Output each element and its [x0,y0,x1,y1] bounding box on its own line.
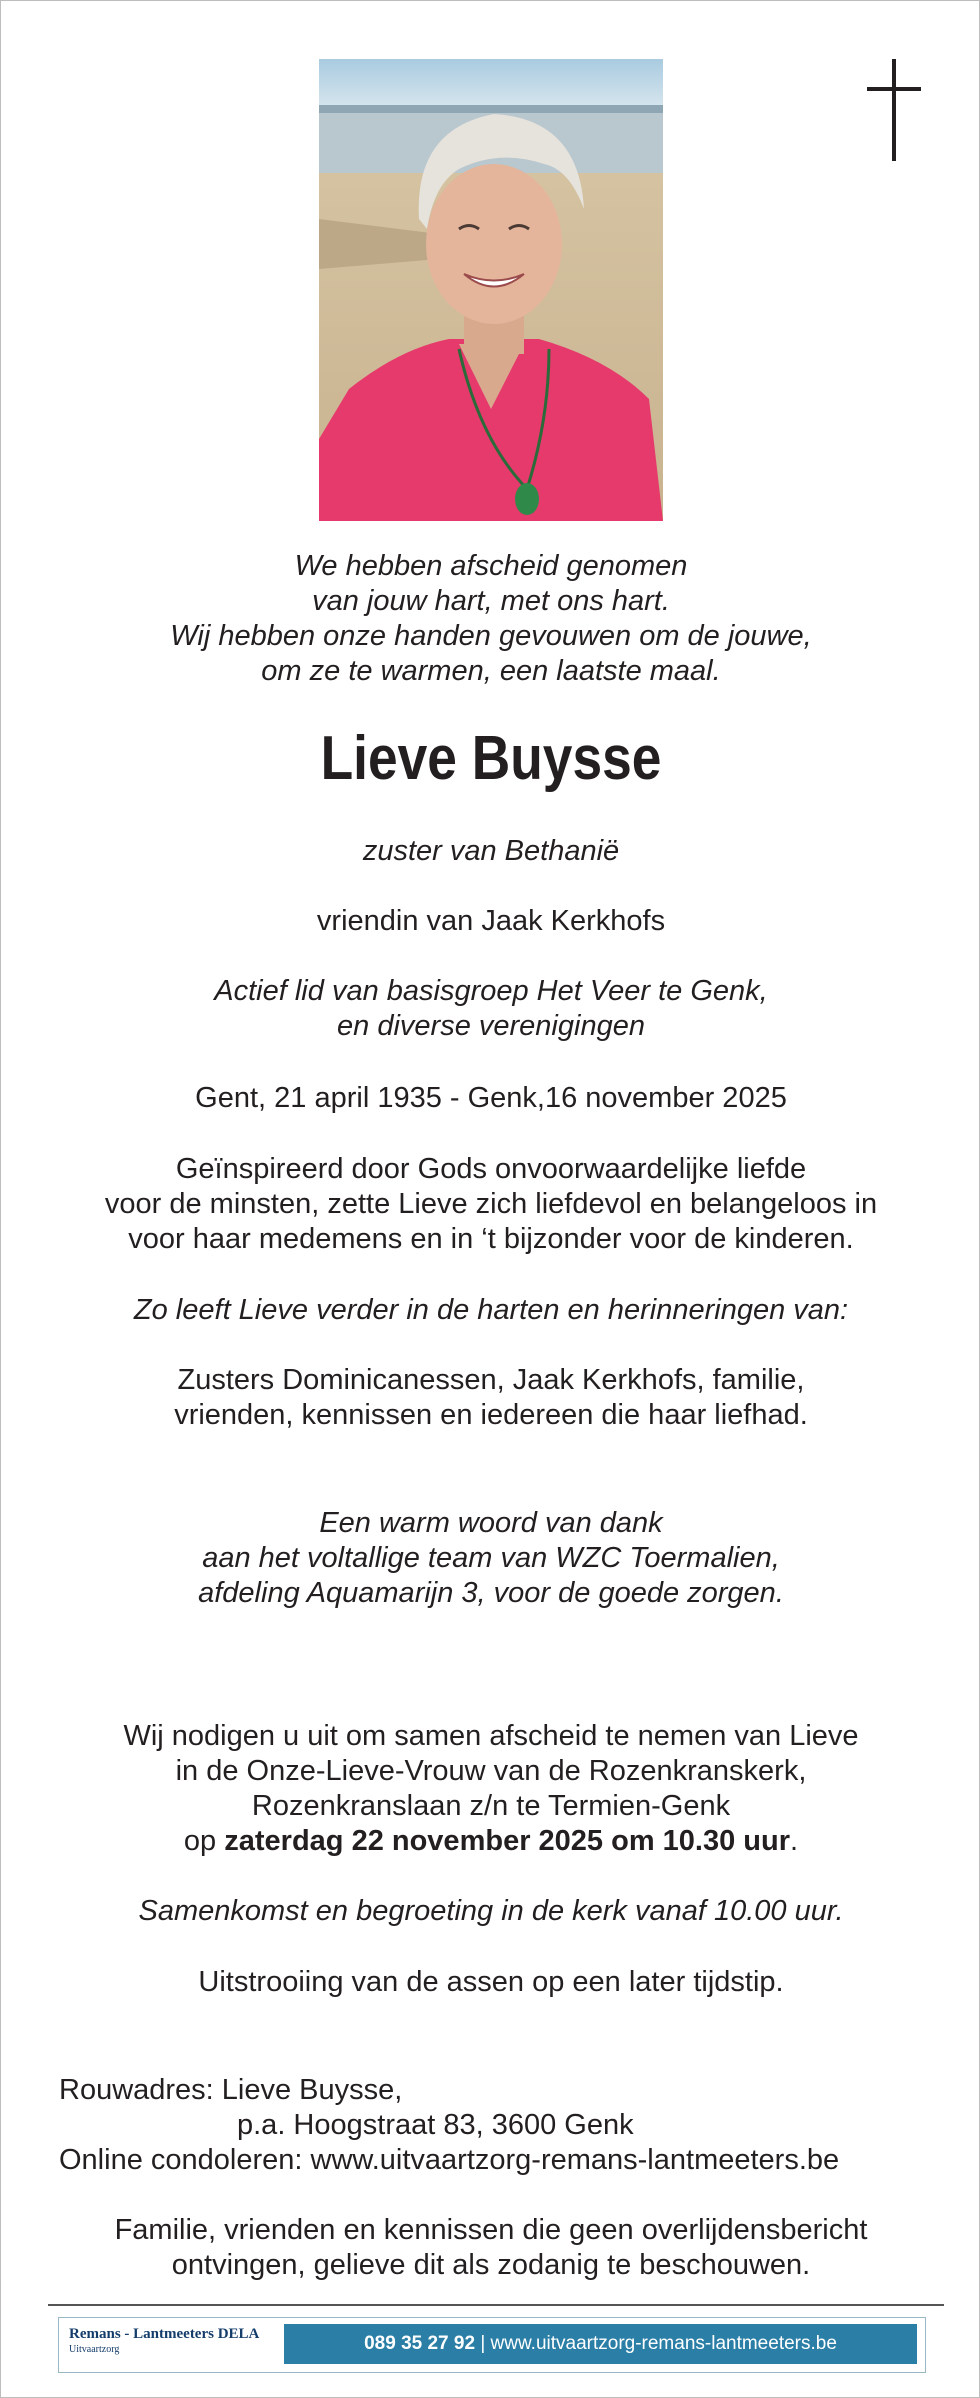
thanks [1,1506,980,1611]
invitation-line: in de Onze-Lieve-Vrouw van de Rozenkranskerk, [175,1755,807,1787]
invitation [1,1719,980,1859]
notice-line: Familie, vrienden en kennissen die geen overlijdensbericht [114,2214,868,2246]
gathering-info: Samenkomst en begroeting in de kerk vanaf 10.00 uur. [138,1895,844,1927]
poem-line: om ze te warmen, een laatste maal. [261,655,721,687]
website-link[interactable]: www.uitvaartzorg-remans-lantmeeters.be [490,2333,837,2354]
invitation-line: Rozenkranslaan z/n te Termien-Genk [251,1790,731,1822]
date-prefix: op [183,1825,225,1857]
deceased-role: zuster van Bethanië [362,835,620,867]
address-label: Rouwadres: Lieve Buysse, [59,2074,403,2106]
notice-line: ontvingen, gelieve dit als zodanig te beschouwen. [171,2249,811,2281]
thanks-line: afdeling Aquamarijn 3, voor de goede zorgen. [198,1577,784,1609]
tribute-line: voor haar medemens en in ‘t bijzonder voor de kinderen. [128,1223,854,1255]
footer-divider [48,2304,944,2306]
poem [1,549,980,689]
remembrance-people [1,1363,980,1433]
invitation-line: Wij nodigen u uit om samen afscheid te nemen van Lieve [123,1720,859,1752]
people-line: Zusters Dominicanessen, Jaak Kerkhofs, familie, [177,1364,805,1396]
funeral-home-footer [58,2317,926,2373]
poem-line: Wij hebben onze handen gevouwen om de jouwe, [170,620,812,652]
cross-icon [863,59,925,161]
thanks-line: aan het voltallige team van WZC Toermalien, [202,1542,780,1574]
logo-sub: Uitvaartzorg [69,2344,120,2355]
thanks-line: Een warm woord van dank [319,1507,663,1539]
deceased-friend: vriendin van Jaak Kerkhofs [316,905,666,937]
deceased-name: Lieve Buysse [320,724,662,793]
contact-bar [284,2324,917,2364]
people-line: vrienden, kennissen en iedereen die haar liefhad. [174,1399,808,1431]
separator: | [480,2333,486,2354]
poem-line: We hebben afscheid genomen [294,550,688,582]
tribute-line: voor de minsten, zette Lieve zich liefdevol en belangeloos in [104,1188,878,1220]
tribute-line: Geïnspireerd door Gods onvoorwaardelijke liefde [175,1153,807,1185]
notice [1,2213,980,2283]
phone-number[interactable]: 089 35 27 92 [364,2333,476,2354]
online-condolences: Online condoleren: www.uitvaartzorg-remans-lantmeeters.be [59,2144,840,2176]
remembrance-intro: Zo leeft Lieve verder in de harten en herinneringen van: [133,1294,849,1326]
activity-line: Actief lid van basisgroep Het Veer te Genk, [214,975,768,1007]
ceremony-date [1,1824,980,1859]
logo-brand: Remans - Lantmeeters DELA [69,2326,260,2342]
date-suffix: . [790,1825,799,1857]
deceased-activity [1,974,980,1044]
activity-line: en diverse verenigingen [337,1010,645,1042]
date-bold: zaterdag 22 november 2025 om 10.30 uur [224,1825,791,1857]
portrait-illustration [319,59,663,521]
poem-line: van jouw hart, met ons hart. [312,585,670,617]
life-dates: Gent, 21 april 1935 - Genk,16 november 2025 [195,1082,787,1114]
ashes-info: Uitstrooiing van de assen op een later tijdstip. [198,1966,784,1998]
funeral-home-logo [69,2326,299,2366]
tribute [1,1152,980,1257]
portrait-photo [319,59,663,521]
address-street: p.a. Hoogstraat 83, 3600 Genk [237,2109,634,2141]
